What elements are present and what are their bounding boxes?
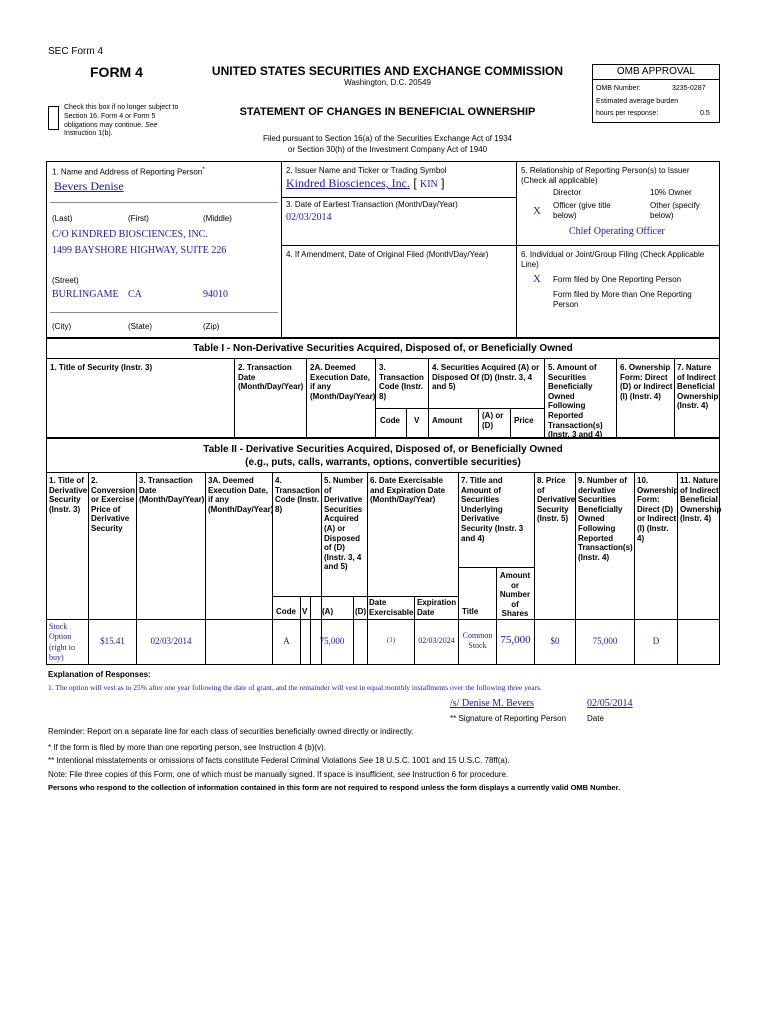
one-person-option: Form filed by One Reporting Person bbox=[553, 275, 682, 284]
earliest-transaction-date: 02/03/2014 bbox=[286, 212, 332, 223]
table-1-title: Table I - Non-Derivative Securities Acquired, Disposed of, or Beneficially Owned bbox=[193, 343, 573, 354]
note-multiple-persons: * If the form is filed by more than one reporting person, see Instruction 4 (b)(v). bbox=[48, 743, 326, 752]
t1-col2: 2. Transaction Date (Month/Day/Year) bbox=[238, 363, 304, 392]
director-option: Director bbox=[553, 188, 582, 197]
signature-date: 02/05/2014 bbox=[587, 698, 633, 709]
form-title: FORM 4 bbox=[90, 64, 143, 80]
t1-col6: 6. Ownership Form: Direct (D) or Indirect (I) (Instr. 4) bbox=[620, 363, 673, 401]
t2-col2: 2. Conversion or Exercise Price of Derivative Security bbox=[91, 476, 136, 533]
zip-label: (Zip) bbox=[203, 322, 220, 331]
omb-number: 3235-0287 bbox=[672, 85, 706, 92]
checkbox-text: Check this box if no longer subject to Section 16. Form 4 or Form 5 obligations may continue. See Instruction 1(b). bbox=[64, 104, 179, 138]
t2-col11: 11. Nature of Indirect Beneficial Ownership (Instr. 4) bbox=[680, 476, 722, 524]
address-line-2: 1499 BAYSHORE HIGHWAY, SUITE 226 bbox=[52, 245, 227, 256]
note-misstatements: ** Intentional misstatements or omissions of facts constitute Federal Criminal Violations See 18 U.S.C. 1001 and 15 U.S.C. 78ff(a). bbox=[48, 756, 510, 765]
no-longer-subject-checkbox[interactable] bbox=[48, 106, 59, 130]
city-label: (City) bbox=[52, 322, 72, 331]
other-option: Other (specify below) bbox=[650, 201, 700, 220]
t1-col1: 1. Title of Security (Instr. 3) bbox=[50, 363, 153, 372]
t2-col3: 3. Transaction Date (Month/Day/Year) bbox=[139, 476, 205, 505]
t2-expiration: Expiration Date bbox=[417, 598, 457, 617]
commission-title: UNITED STATES SECURITIES AND EXCHANGE COMMISSION bbox=[211, 64, 564, 78]
reporting-person-name[interactable]: Bevers Denise bbox=[54, 179, 124, 193]
issuer-line: Kindred Biosciences, Inc. [ KIN ] bbox=[286, 176, 445, 190]
ten-percent-option: 10% Owner bbox=[650, 188, 692, 197]
box4-label: 4. If Amendment, Date of Original Filed (Month/Day/Year) bbox=[286, 250, 489, 259]
t2-col6: 6. Date Exercisable and Expiration Date (Month/Day/Year) bbox=[370, 476, 446, 505]
t2-col4: 4. Transaction Code (Instr. 8) bbox=[275, 476, 320, 514]
state-value: CA bbox=[128, 289, 142, 300]
address-line-1: C/O KINDRED BIOSCIENCES, INC. bbox=[52, 229, 208, 240]
t1-col5: 5. Amount of Securities Beneficially Owned Following Reported Transaction(s) (Instr. 3 and 4) bbox=[548, 363, 603, 440]
officer-title: Chief Operating Officer bbox=[569, 226, 665, 237]
omb-hours: 0.5 bbox=[700, 110, 710, 117]
filed-pursuant-1: Filed pursuant to Section 16(a) of the Securities Exchange Act of 1934 bbox=[262, 134, 513, 143]
omb-hours-label: hours per response: bbox=[596, 110, 659, 117]
t1-price: Price bbox=[514, 416, 534, 425]
t2-row-price-derivative: $0 bbox=[550, 636, 560, 646]
first-label: (First) bbox=[128, 214, 149, 223]
t2-col5: 5. Number of Derivative Securities Acquired (A) or Disposed of (D) (Instr. 3, 4 and 5) bbox=[324, 476, 364, 572]
last-label: (Last) bbox=[52, 214, 73, 223]
explanation-1: 1. The option will vest as to 25% after one year following the date of grant, and the remainder will vest in equal monthly installments over the following three years. bbox=[48, 683, 542, 692]
t1-col4: 4. Securities Acquired (A) or Disposed Of (D) (Instr. 3, 4 and 5) bbox=[432, 363, 540, 392]
zip-value: 94010 bbox=[203, 289, 228, 300]
signature: /s/ Denise M. Bevers bbox=[450, 698, 534, 709]
reminder: Reminder: Report on a separate line for each class of securities beneficially owned directly or indirectly. bbox=[48, 727, 414, 736]
t2-a: (A) bbox=[322, 607, 334, 616]
t1-aord: (A) or (D) bbox=[482, 411, 504, 430]
box3-label: 3. Date of Earliest Transaction (Month/Day/Year) bbox=[286, 200, 458, 209]
officer-mark[interactable]: X bbox=[533, 205, 541, 217]
t2-row-code: A bbox=[283, 636, 290, 646]
t2-d: (D) bbox=[355, 607, 367, 616]
t2-code: Code bbox=[276, 607, 296, 616]
t2-col7: 7. Title and Amount of Securities Underlying Derivative Security (Instr. 3 and 4) bbox=[461, 476, 524, 543]
issuer-name[interactable]: Kindred Biosciences, Inc. bbox=[286, 176, 410, 190]
t2-exercisable: Date Exercisable bbox=[369, 598, 414, 617]
t1-col7: 7. Nature of Indirect Beneficial Ownership (Instr. 4) bbox=[677, 363, 719, 411]
sec-form-label: SEC Form 4 bbox=[48, 46, 104, 57]
signature-label: ** Signature of Reporting Person bbox=[450, 714, 567, 723]
street-label: (Street) bbox=[52, 276, 79, 285]
t2-amount: Amount or Number of Shares bbox=[499, 571, 531, 619]
t2-row-owned: 75,000 bbox=[592, 636, 618, 646]
box5-label: 5. Relationship of Reporting Person(s) to Issuer bbox=[521, 166, 690, 175]
box2-label: 2. Issuer Name and Ticker or Trading Symbol bbox=[286, 166, 447, 175]
t2-col10: 10. Ownership Form: Direct (D) or Indirect (I) (Instr. 4) bbox=[637, 476, 679, 543]
t2-row-underlying-amount: 75,000 bbox=[500, 634, 531, 646]
t2-title: Title bbox=[462, 607, 479, 616]
omb-title: OMB APPROVAL bbox=[593, 65, 719, 80]
filing-mark[interactable]: X bbox=[533, 273, 541, 285]
t2-v: V bbox=[302, 607, 308, 616]
explanation-label: Explanation of Responses: bbox=[48, 670, 151, 679]
filed-pursuant-2: or Section 30(h) of the Investment Company Act of 1940 bbox=[287, 145, 488, 154]
t2-row-price: $15.41 bbox=[100, 636, 125, 646]
box5-sub: (Check all applicable) bbox=[521, 176, 598, 185]
t1-col3: 3. Transaction Code (Instr. 8) bbox=[379, 363, 424, 401]
commission-city: Washington, D.C. 20549 bbox=[344, 78, 431, 87]
t1-v: V bbox=[414, 416, 420, 425]
more-persons-option: Form filed by More than One Reporting Person bbox=[553, 290, 692, 309]
t2-col8: 8. Price of Derivative Security (Instr. 5) bbox=[537, 476, 576, 524]
t2-col3a: 3A. Deemed Execution Date, if any (Month/Day/Year) bbox=[208, 476, 274, 514]
t2-row-exercisable: (1) bbox=[386, 636, 396, 644]
table-2-title-1: Table II - Derivative Securities Acquired, Disposed of, or Beneficially Owned bbox=[203, 444, 563, 455]
t2-col1: 1. Title of Derivative Security (Instr. 3) bbox=[49, 476, 88, 514]
omb-burden: Estimated average burden bbox=[596, 98, 679, 105]
t2-row-underlying-title: Common Stock bbox=[462, 631, 493, 651]
t1-col2a: 2A. Deemed Execution Date, if any (Month/Day/Year) bbox=[310, 363, 376, 401]
box1-label: 1. Name and Address of Reporting Person* bbox=[52, 166, 205, 177]
t1-code: Code bbox=[380, 416, 400, 425]
officer-option: Officer (give title below) bbox=[553, 201, 611, 220]
ticker: KIN bbox=[420, 179, 438, 190]
t1-amount: Amount bbox=[432, 416, 463, 425]
persons-respond-notice: Persons who respond to the collection of information contained in this form are not required to respond unless the form displays a currently valid OMB Number. bbox=[48, 783, 621, 792]
statement-title: STATEMENT OF CHANGES IN BENEFICIAL OWNERSHIP bbox=[239, 106, 536, 118]
table-2-title-2: (e.g., puts, calls, warrants, options, convertible securities) bbox=[245, 457, 521, 468]
box6-label: 6. Individual or Joint/Group Filing (Check Applicable Line) bbox=[521, 250, 705, 269]
t2-row-title: Stock Option (right to buy) bbox=[49, 622, 75, 663]
state-label: (State) bbox=[128, 322, 153, 331]
city-value: BURLINGAME bbox=[52, 289, 119, 300]
note-copies: Note: File three copies of this Form, one of which must be manually signed. If space is insufficient, see Instruction 6 for procedure. bbox=[48, 770, 509, 779]
t2-row-number: 75,000 bbox=[319, 636, 345, 646]
t2-row-expiration: 02/03/2024 bbox=[418, 636, 455, 645]
t2-row-form: D bbox=[652, 636, 660, 646]
t2-col9: 9. Number of derivative Securities Beneficially Owned Following Reported Transaction(s) (Instr. 4) bbox=[578, 476, 633, 562]
omb-number-label: OMB Number: bbox=[596, 85, 641, 92]
middle-label: (Middle) bbox=[203, 214, 232, 223]
t2-row-date: 02/03/2014 bbox=[150, 636, 192, 646]
date-label: Date bbox=[587, 714, 604, 723]
